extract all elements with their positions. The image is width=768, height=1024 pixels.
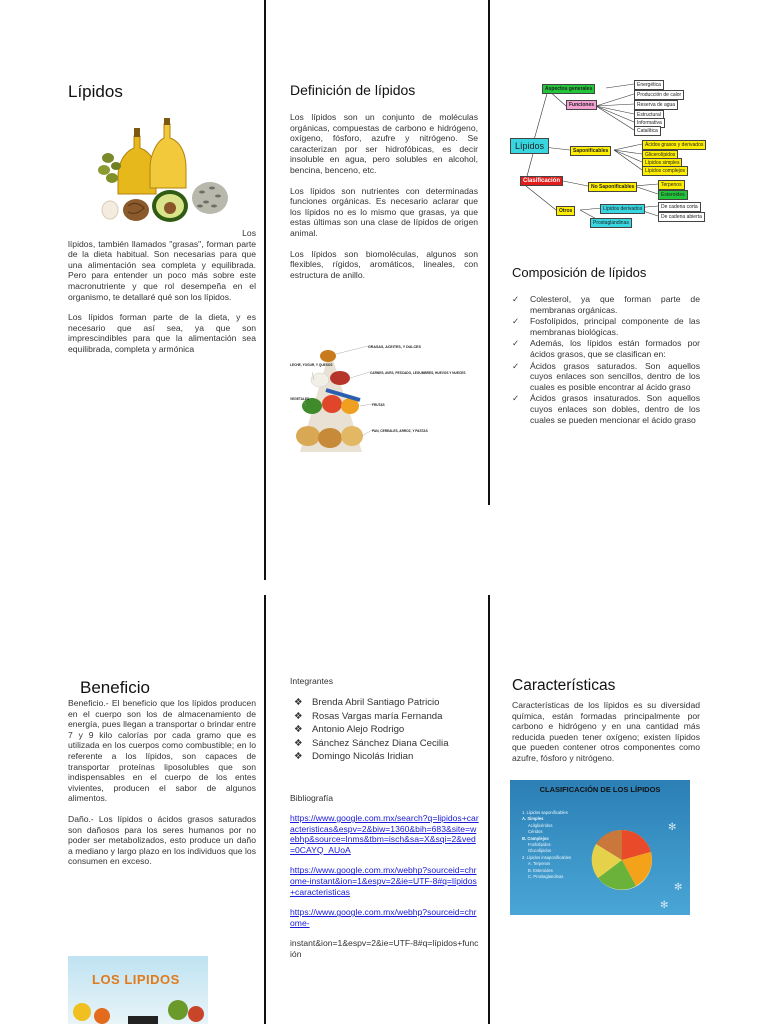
beneficio-paragraph-2: Daño.- Los lípidos o ácidos grasos saturados son dañosos para los seres humanos por no poder ser metabolizados, esto produce un daño a mediano y largo plazo en los individuos que los consumen en exceso. xyxy=(68,813,256,867)
lipidos-intro xyxy=(68,228,256,365)
list-item: ✓ Fosfolípidos, principal componente de las membranas biológicas. xyxy=(512,316,700,337)
map-f6: Catalítica xyxy=(634,126,661,136)
column-divider-left xyxy=(264,0,266,580)
map-c1: De cadena corta xyxy=(658,202,701,212)
definicion-paragraph-1: Los lípidos son un conjunto de moléculas orgánicas, compuestas de carbono e hidrógeno, oxígeno, fósforo, azufre y nitrógeno. Se caracterizan por ser hidrofóbicas, es decir insoluble en agua, pero solubles en alcohol, bencina, benceno, etc. xyxy=(290,112,478,175)
map-s2: Glicerolípidos xyxy=(642,150,678,160)
caracteristicas-title: Características xyxy=(512,677,616,694)
list-item: ✓ Colesterol, ya que forman parte de membranas orgánicas. xyxy=(512,294,700,315)
map-s4: Lípidos complejos xyxy=(642,166,688,176)
map-n2: Esteroides xyxy=(658,190,688,200)
poster-list: 1. Lípidos saponificables A. Simples Acilglicéridos Céridos B. Complejos Fosfolípidos Glucolípidos 2. Lípidos insaponificables A. Terpenos B. Esteroides C. Prostaglandinas xyxy=(522,810,572,880)
diamond-bullet-icon: ❖ xyxy=(294,710,303,722)
definicion-paragraph-2: Los lípidos son nutrientes con determinadas funciones orgánicas. Es necesario aclarar que los lípidos no es lo mismo que grasas, ya que estas últimas son una clase de lípidos de origen animal. xyxy=(290,185,478,238)
pyramid-label-4: VEGETALES xyxy=(290,397,310,401)
map-s1: Ácidos grasos y derivados xyxy=(642,140,706,150)
column-divider-right-bottom xyxy=(488,595,490,1024)
check-icon: ✓ xyxy=(512,338,520,349)
beneficio-paragraph-1: Beneficio.- El beneficio que los lípidos producen en el cuerpo son los de almacenamiento de energía, pues llegan a transportar o brindar entre 7 y 9 kilo calorías por cada gramo que es utilizada en los cuerpos como combustible; en lo referente a los lípidos, son capaces de transportar proteínas liposolubles que son indispensables en el cuerpo de los entes vivientes, producen el sabor de algunos alimentos. xyxy=(68,698,256,804)
intro-text: lípidos, también llamados "grasas", forman parte de la dieta habitual. Son necesarias para que una alimentación sea completa y equilibrada. Pero para entender un poco más sobre este macronutriente y que rol desempeña en el organismo, te detallaré qué son los lípidos. xyxy=(68,238,256,302)
integrantes-list xyxy=(290,697,480,765)
diamond-bullet-icon: ❖ xyxy=(294,724,303,736)
map-funciones: Funciones xyxy=(566,100,597,110)
poster-title: CLASIFICACIÓN DE LOS LÍPIDOS xyxy=(539,785,661,794)
pyramid-label-2: LECHE, YOGUR, Y QUESOS xyxy=(290,363,333,367)
fats-food-image xyxy=(94,116,228,228)
list-item: ❖ Antonio Alejo Rodrigo xyxy=(294,724,405,736)
diamond-bullet-icon: ❖ xyxy=(294,751,303,763)
map-f3: Reserva de agua xyxy=(634,100,678,110)
bibliografia-link-3[interactable]: https://www.google.com.mx/webhp?sourceid=chrome- xyxy=(290,907,477,928)
bibliografia-links xyxy=(290,813,480,970)
map-n1: Terpenos xyxy=(658,180,685,190)
diamond-bullet-icon: ❖ xyxy=(294,697,303,708)
map-no-saponificables: No Saponificables xyxy=(588,182,637,192)
food-pyramid-image xyxy=(290,340,466,460)
composicion-title: Composición de lípidos xyxy=(512,265,647,280)
map-o2: Prostaglandinas xyxy=(590,218,632,228)
check-icon: ✓ xyxy=(512,294,520,304)
beneficio-text xyxy=(68,698,256,877)
beneficio-title: Beneficio xyxy=(80,678,150,697)
definicion-title: Definición de lípidos xyxy=(290,82,416,98)
diamond-bullet-icon: ❖ xyxy=(294,737,303,749)
map-f2: Producción de calor xyxy=(634,90,684,100)
list-item: ❖ Domingo Nicolás Iridian xyxy=(294,751,414,763)
check-icon: ✓ xyxy=(512,316,520,327)
column-divider-left-bottom xyxy=(264,595,266,1024)
bibliografia-link-1[interactable]: https://www.google.com.mx/search?q=lipidos+caracteristicas&espv=2&biw=1360&bih=683&site=webhp&source=lnms&tbm=isch&sa=X&sqi=2&ved=0CAYQ_AUoA xyxy=(290,813,479,855)
svg-text:✻: ✻ xyxy=(660,900,669,911)
map-c2: De cadena abierta xyxy=(658,212,705,222)
map-clasificacion: Clasificación xyxy=(520,176,563,186)
map-f1: Energética xyxy=(634,80,664,90)
pyramid-label-5: FRUTAS xyxy=(372,403,385,407)
banner-title: LOS LIPIDOS xyxy=(92,972,180,987)
los-lipidos-banner xyxy=(68,956,208,1024)
svg-text:✻: ✻ xyxy=(668,822,677,833)
map-f5: Informativa xyxy=(634,118,665,128)
list-item: ❖ Sánchez Sánchez Diana Cecilia xyxy=(294,737,449,749)
map-otros: Otros xyxy=(556,206,575,216)
concept-map xyxy=(508,80,704,230)
bibliografia-label: Bibliografía xyxy=(290,793,333,803)
map-saponificables: Saponificables xyxy=(570,146,611,156)
map-f4: Estructural xyxy=(634,110,664,120)
column-divider-right xyxy=(488,0,490,505)
integrantes-label: Integrantes xyxy=(290,676,333,686)
list-item: ✓ Ácidos grasos saturados. Son aquellos cuyos enlaces son sencillos, dentro de los cuales es posible encontrar al ácido graso xyxy=(512,360,700,392)
pyramid-label-3: CARNES, AVES, PESCADO, LEGUMBRES, HUEVOS Y NUECES xyxy=(370,371,466,375)
lipidos-paragraph-2: Los lípidos forman parte de la dieta, y es necesario que así sea, ya que son imprescindibles para que la alimentación sea equilibrada, completa y armónica xyxy=(68,312,256,354)
bibliografia-link-3-rest: instant&ion=1&espv=2&ie=UTF-8#q=lípidos+función xyxy=(290,938,479,959)
map-s3: Lípidos simples xyxy=(642,158,682,168)
check-icon: ✓ xyxy=(512,393,520,404)
list-item: ✓ Además, los lípidos están formados por ácidos grasos, que se clasifican en: xyxy=(512,338,700,359)
caracteristicas-text: Características de los lípidos es su diversidad química, están formadas principalmente por carbono e hidrógeno y en una cantidad más reducida pueden tener oxígeno; existen lípidos que pueden contener otros componentes como azufre, fósforo y nitrógeno. xyxy=(512,700,700,763)
pyramid-label-1: GRASAS, ACEITES, Y DULCES xyxy=(368,345,421,349)
map-o1: Lípidos derivados xyxy=(600,204,645,214)
map-aspectos: Aspectos generales xyxy=(542,84,595,94)
list-item: ❖ Brenda Abril Santiago Patricio xyxy=(294,697,440,708)
composicion-list xyxy=(508,294,700,426)
pyramid-label-6: PAN, CEREALES, ARROZ, Y PASTAS xyxy=(372,429,428,433)
definicion-text xyxy=(290,112,478,290)
intro-lead: Los xyxy=(242,228,256,238)
list-item: ✓ Ácidos grasos insaturados. Son aquellos cuyos enlaces son dobles, dentro de los cuales se pueden mencionar el ácido graso xyxy=(512,393,700,425)
svg-text:✻: ✻ xyxy=(674,882,683,893)
lipidos-title: Lípidos xyxy=(68,82,123,101)
check-icon: ✓ xyxy=(512,360,520,371)
map-lipidos: Lípidos xyxy=(510,138,549,154)
clasificacion-poster xyxy=(510,780,690,915)
list-item: ❖ Rosas Vargas maría Fernanda xyxy=(294,710,443,722)
bibliografia-link-2[interactable]: https://www.google.com.mx/webhp?sourceid=chrome-instant&ion=1&espv=2&ie=UTF-8#q=lípidos+caracteristicas xyxy=(290,865,477,897)
definicion-paragraph-3: Los lípidos son biomoléculas, algunos son flexibles, rígidos, aromáticos, lineales, con estructura de anillo. xyxy=(290,248,478,280)
